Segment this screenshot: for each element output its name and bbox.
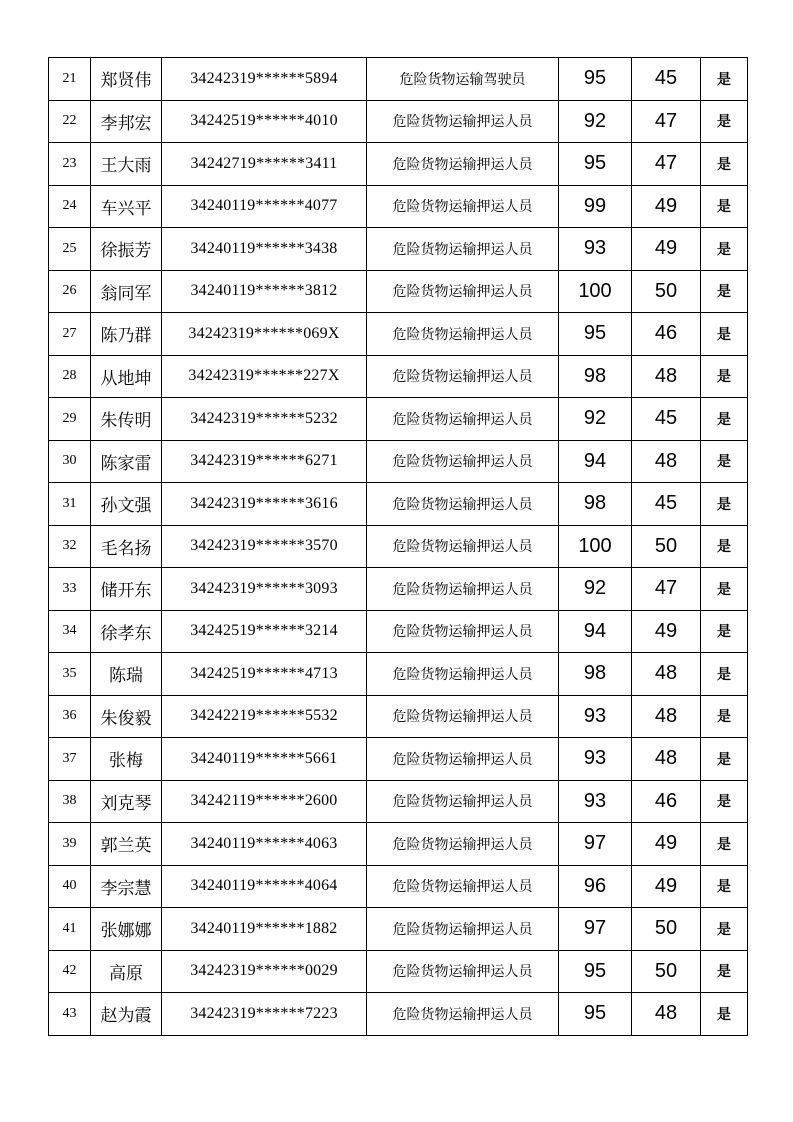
certificate-type-cell: 危险货物运输押运人员 bbox=[367, 993, 559, 1036]
table-row bbox=[49, 865, 748, 908]
score-two-cell: 50 bbox=[632, 950, 701, 993]
pass-status-cell: 是 bbox=[701, 653, 748, 696]
certificate-type-cell: 危险货物运输押运人员 bbox=[367, 483, 559, 526]
pass-status-cell: 是 bbox=[701, 440, 748, 483]
certificate-type-cell: 危险货物运输押运人员 bbox=[367, 823, 559, 866]
score-two-cell: 49 bbox=[632, 185, 701, 228]
row-number-cell: 32 bbox=[49, 525, 91, 568]
certificate-type-cell: 危险货物运输押运人员 bbox=[367, 695, 559, 738]
table-row bbox=[49, 568, 748, 611]
certificate-type-cell: 危险货物运输押运人员 bbox=[367, 398, 559, 441]
score-one-cell: 100 bbox=[559, 525, 632, 568]
row-number-cell: 33 bbox=[49, 568, 91, 611]
id-number-cell: 34240119******4077 bbox=[162, 185, 367, 228]
id-number-cell: 34242319******3616 bbox=[162, 483, 367, 526]
score-two-cell: 48 bbox=[632, 355, 701, 398]
score-two-cell: 49 bbox=[632, 610, 701, 653]
id-number-cell: 34242319******5894 bbox=[162, 58, 367, 101]
score-one-cell: 92 bbox=[559, 398, 632, 441]
row-number-cell: 34 bbox=[49, 610, 91, 653]
results-table bbox=[48, 57, 748, 1036]
score-two-cell: 49 bbox=[632, 228, 701, 271]
row-number-cell: 31 bbox=[49, 483, 91, 526]
score-one-cell: 92 bbox=[559, 100, 632, 143]
pass-status-cell: 是 bbox=[701, 525, 748, 568]
certificate-type-cell: 危险货物运输押运人员 bbox=[367, 185, 559, 228]
score-one-cell: 98 bbox=[559, 653, 632, 696]
table-row bbox=[49, 908, 748, 951]
pass-status-cell: 是 bbox=[701, 483, 748, 526]
row-number-cell: 29 bbox=[49, 398, 91, 441]
certificate-type-cell: 危险货物运输驾驶员 bbox=[367, 58, 559, 101]
row-number-cell: 42 bbox=[49, 950, 91, 993]
score-two-cell: 49 bbox=[632, 823, 701, 866]
score-one-cell: 100 bbox=[559, 270, 632, 313]
score-one-cell: 93 bbox=[559, 695, 632, 738]
score-one-cell: 97 bbox=[559, 908, 632, 951]
person-name-cell: 陈瑞 bbox=[91, 653, 162, 696]
row-number-cell: 39 bbox=[49, 823, 91, 866]
id-number-cell: 34242319******6271 bbox=[162, 440, 367, 483]
pass-status-cell: 是 bbox=[701, 185, 748, 228]
pass-status-cell: 是 bbox=[701, 610, 748, 653]
table-row bbox=[49, 483, 748, 526]
person-name-cell: 张娜娜 bbox=[91, 908, 162, 951]
table-row bbox=[49, 313, 748, 356]
id-number-cell: 34240119******4063 bbox=[162, 823, 367, 866]
id-number-cell: 34242319******3570 bbox=[162, 525, 367, 568]
table-row bbox=[49, 355, 748, 398]
row-number-cell: 23 bbox=[49, 143, 91, 186]
pass-status-cell: 是 bbox=[701, 823, 748, 866]
person-name-cell: 从地坤 bbox=[91, 355, 162, 398]
id-number-cell: 34240119******1882 bbox=[162, 908, 367, 951]
person-name-cell: 李宗慧 bbox=[91, 865, 162, 908]
score-one-cell: 93 bbox=[559, 738, 632, 781]
score-one-cell: 92 bbox=[559, 568, 632, 611]
id-number-cell: 34242219******5532 bbox=[162, 695, 367, 738]
score-one-cell: 95 bbox=[559, 313, 632, 356]
person-name-cell: 赵为霞 bbox=[91, 993, 162, 1036]
pass-status-cell: 是 bbox=[701, 780, 748, 823]
certificate-type-cell: 危险货物运输押运人员 bbox=[367, 525, 559, 568]
pass-status-cell: 是 bbox=[701, 398, 748, 441]
table-row bbox=[49, 58, 748, 101]
score-one-cell: 95 bbox=[559, 58, 632, 101]
score-two-cell: 47 bbox=[632, 143, 701, 186]
row-number-cell: 30 bbox=[49, 440, 91, 483]
person-name-cell: 朱俊毅 bbox=[91, 695, 162, 738]
pass-status-cell: 是 bbox=[701, 865, 748, 908]
table-row bbox=[49, 780, 748, 823]
row-number-cell: 40 bbox=[49, 865, 91, 908]
id-number-cell: 34242519******4010 bbox=[162, 100, 367, 143]
score-one-cell: 93 bbox=[559, 228, 632, 271]
certificate-type-cell: 危险货物运输押运人员 bbox=[367, 270, 559, 313]
row-number-cell: 21 bbox=[49, 58, 91, 101]
person-name-cell: 朱传明 bbox=[91, 398, 162, 441]
table-row bbox=[49, 185, 748, 228]
table-row bbox=[49, 440, 748, 483]
person-name-cell: 高原 bbox=[91, 950, 162, 993]
certificate-type-cell: 危险货物运输押运人员 bbox=[367, 865, 559, 908]
pass-status-cell: 是 bbox=[701, 993, 748, 1036]
row-number-cell: 38 bbox=[49, 780, 91, 823]
id-number-cell: 34240119******4064 bbox=[162, 865, 367, 908]
table-row bbox=[49, 143, 748, 186]
id-number-cell: 34242719******3411 bbox=[162, 143, 367, 186]
pass-status-cell: 是 bbox=[701, 143, 748, 186]
pass-status-cell: 是 bbox=[701, 228, 748, 271]
id-number-cell: 34242519******4713 bbox=[162, 653, 367, 696]
certificate-type-cell: 危险货物运输押运人员 bbox=[367, 568, 559, 611]
score-one-cell: 93 bbox=[559, 780, 632, 823]
table-row bbox=[49, 950, 748, 993]
table-row bbox=[49, 270, 748, 313]
score-two-cell: 50 bbox=[632, 525, 701, 568]
table-row bbox=[49, 398, 748, 441]
person-name-cell: 陈乃群 bbox=[91, 313, 162, 356]
person-name-cell: 王大雨 bbox=[91, 143, 162, 186]
row-number-cell: 26 bbox=[49, 270, 91, 313]
pass-status-cell: 是 bbox=[701, 568, 748, 611]
id-number-cell: 34242319******069X bbox=[162, 313, 367, 356]
row-number-cell: 22 bbox=[49, 100, 91, 143]
table-row bbox=[49, 738, 748, 781]
score-two-cell: 49 bbox=[632, 865, 701, 908]
row-number-cell: 37 bbox=[49, 738, 91, 781]
certificate-type-cell: 危险货物运输押运人员 bbox=[367, 653, 559, 696]
score-two-cell: 46 bbox=[632, 780, 701, 823]
person-name-cell: 徐振芳 bbox=[91, 228, 162, 271]
score-one-cell: 95 bbox=[559, 950, 632, 993]
score-one-cell: 97 bbox=[559, 823, 632, 866]
certificate-type-cell: 危险货物运输押运人员 bbox=[367, 950, 559, 993]
table-row bbox=[49, 653, 748, 696]
id-number-cell: 34242319******3093 bbox=[162, 568, 367, 611]
score-two-cell: 48 bbox=[632, 695, 701, 738]
person-name-cell: 刘克琴 bbox=[91, 780, 162, 823]
id-number-cell: 34242319******7223 bbox=[162, 993, 367, 1036]
person-name-cell: 翁同军 bbox=[91, 270, 162, 313]
table-body bbox=[49, 58, 748, 1036]
row-number-cell: 24 bbox=[49, 185, 91, 228]
certificate-type-cell: 危险货物运输押运人员 bbox=[367, 100, 559, 143]
results-sheet bbox=[48, 57, 745, 1036]
certificate-type-cell: 危险货物运输押运人员 bbox=[367, 780, 559, 823]
score-one-cell: 95 bbox=[559, 143, 632, 186]
table-row bbox=[49, 100, 748, 143]
score-two-cell: 50 bbox=[632, 908, 701, 951]
table-row bbox=[49, 525, 748, 568]
certificate-type-cell: 危险货物运输押运人员 bbox=[367, 440, 559, 483]
pass-status-cell: 是 bbox=[701, 908, 748, 951]
row-number-cell: 27 bbox=[49, 313, 91, 356]
row-number-cell: 43 bbox=[49, 993, 91, 1036]
table-row bbox=[49, 993, 748, 1036]
id-number-cell: 34242319******5232 bbox=[162, 398, 367, 441]
score-two-cell: 45 bbox=[632, 58, 701, 101]
row-number-cell: 36 bbox=[49, 695, 91, 738]
id-number-cell: 34242319******0029 bbox=[162, 950, 367, 993]
pass-status-cell: 是 bbox=[701, 58, 748, 101]
score-two-cell: 45 bbox=[632, 398, 701, 441]
id-number-cell: 34240119******3438 bbox=[162, 228, 367, 271]
pass-status-cell: 是 bbox=[701, 270, 748, 313]
score-two-cell: 48 bbox=[632, 440, 701, 483]
score-two-cell: 48 bbox=[632, 653, 701, 696]
score-one-cell: 95 bbox=[559, 993, 632, 1036]
row-number-cell: 25 bbox=[49, 228, 91, 271]
certificate-type-cell: 危险货物运输押运人员 bbox=[367, 610, 559, 653]
certificate-type-cell: 危险货物运输押运人员 bbox=[367, 738, 559, 781]
certificate-type-cell: 危险货物运输押运人员 bbox=[367, 355, 559, 398]
score-one-cell: 99 bbox=[559, 185, 632, 228]
score-two-cell: 45 bbox=[632, 483, 701, 526]
person-name-cell: 车兴平 bbox=[91, 185, 162, 228]
score-two-cell: 47 bbox=[632, 568, 701, 611]
person-name-cell: 郑贤伟 bbox=[91, 58, 162, 101]
table-row bbox=[49, 823, 748, 866]
pass-status-cell: 是 bbox=[701, 355, 748, 398]
certificate-type-cell: 危险货物运输押运人员 bbox=[367, 908, 559, 951]
score-one-cell: 94 bbox=[559, 440, 632, 483]
certificate-type-cell: 危险货物运输押运人员 bbox=[367, 143, 559, 186]
score-two-cell: 50 bbox=[632, 270, 701, 313]
person-name-cell: 张梅 bbox=[91, 738, 162, 781]
score-two-cell: 48 bbox=[632, 993, 701, 1036]
person-name-cell: 徐孝东 bbox=[91, 610, 162, 653]
certificate-type-cell: 危险货物运输押运人员 bbox=[367, 313, 559, 356]
id-number-cell: 34242519******3214 bbox=[162, 610, 367, 653]
score-one-cell: 96 bbox=[559, 865, 632, 908]
person-name-cell: 储开东 bbox=[91, 568, 162, 611]
row-number-cell: 28 bbox=[49, 355, 91, 398]
score-one-cell: 94 bbox=[559, 610, 632, 653]
pass-status-cell: 是 bbox=[701, 695, 748, 738]
id-number-cell: 34242319******227X bbox=[162, 355, 367, 398]
score-two-cell: 47 bbox=[632, 100, 701, 143]
person-name-cell: 孙文强 bbox=[91, 483, 162, 526]
id-number-cell: 34242119******2600 bbox=[162, 780, 367, 823]
pass-status-cell: 是 bbox=[701, 950, 748, 993]
person-name-cell: 李邦宏 bbox=[91, 100, 162, 143]
certificate-type-cell: 危险货物运输押运人员 bbox=[367, 228, 559, 271]
score-two-cell: 48 bbox=[632, 738, 701, 781]
row-number-cell: 41 bbox=[49, 908, 91, 951]
table-row bbox=[49, 610, 748, 653]
score-one-cell: 98 bbox=[559, 355, 632, 398]
person-name-cell: 郭兰英 bbox=[91, 823, 162, 866]
row-number-cell: 35 bbox=[49, 653, 91, 696]
score-one-cell: 98 bbox=[559, 483, 632, 526]
person-name-cell: 毛名扬 bbox=[91, 525, 162, 568]
pass-status-cell: 是 bbox=[701, 738, 748, 781]
pass-status-cell: 是 bbox=[701, 100, 748, 143]
score-two-cell: 46 bbox=[632, 313, 701, 356]
id-number-cell: 34240119******5661 bbox=[162, 738, 367, 781]
id-number-cell: 34240119******3812 bbox=[162, 270, 367, 313]
person-name-cell: 陈家雷 bbox=[91, 440, 162, 483]
pass-status-cell: 是 bbox=[701, 313, 748, 356]
table-row bbox=[49, 228, 748, 271]
table-row bbox=[49, 695, 748, 738]
